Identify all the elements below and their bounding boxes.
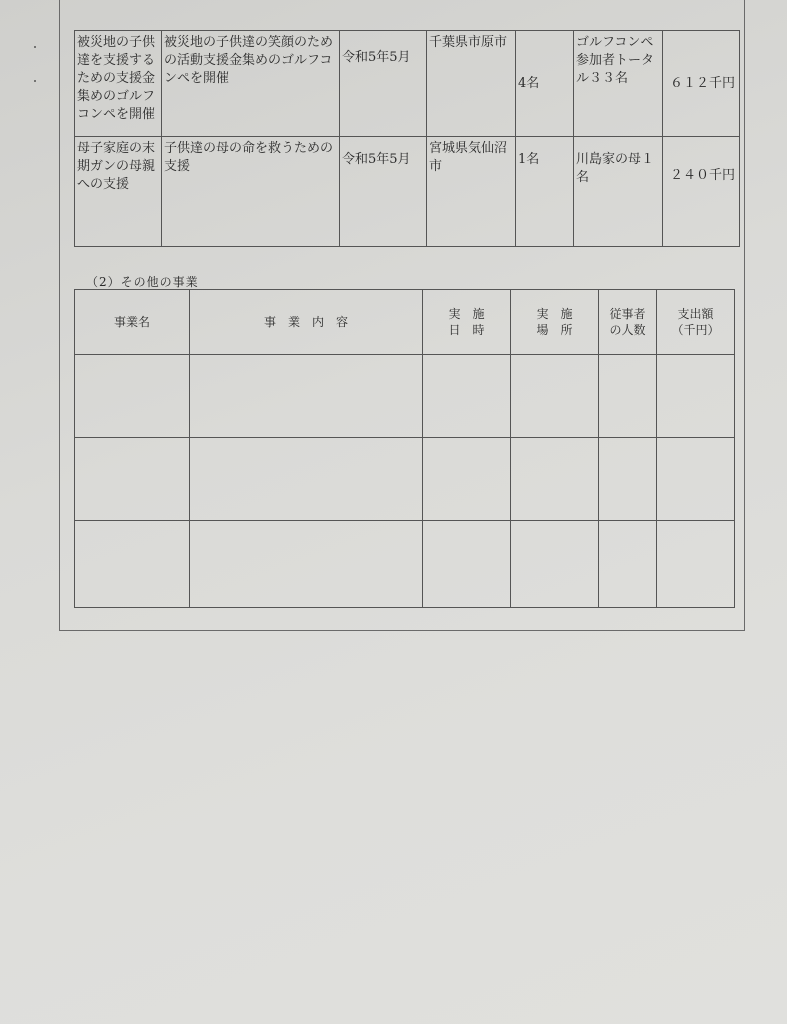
- date-cell: [423, 438, 511, 521]
- header-content: 事 業 内 容: [190, 290, 423, 355]
- other-business-table: [74, 289, 735, 608]
- header-staff-line2: の人数: [609, 323, 646, 337]
- business-beneficiaries-cell: ゴルフコンペ参加者トータル３３名: [574, 31, 663, 137]
- date-cell: [423, 355, 511, 438]
- date-cell: [423, 521, 511, 608]
- place-cell: [511, 521, 599, 608]
- header-staff: [599, 290, 657, 355]
- table-row: [75, 438, 735, 521]
- content-cell: [190, 438, 423, 521]
- business-place-cell: 宮城県気仙沼市: [427, 137, 516, 247]
- business-name-cell: 母子家庭の末期ガンの母親への支援: [75, 137, 162, 247]
- amount-cell: [657, 355, 735, 438]
- margin-mark: [34, 46, 36, 48]
- header-staff-line1: 従事者: [609, 307, 646, 321]
- business-beneficiaries-cell: 川島家の母１名: [574, 137, 663, 247]
- table-row: [75, 355, 735, 438]
- name-cell: [75, 521, 190, 608]
- header-row: [75, 290, 735, 355]
- table-row: [75, 31, 740, 137]
- header-amount-line1: 支出額: [677, 307, 714, 321]
- content-cell: [190, 521, 423, 608]
- table-row: [75, 137, 740, 247]
- staff-cell: [599, 438, 657, 521]
- name-cell: [75, 355, 190, 438]
- header-place-line1: 実 施: [536, 307, 573, 321]
- header-date: [423, 290, 511, 355]
- business-table: [74, 30, 740, 247]
- header-name: 事業名: [75, 290, 190, 355]
- section-title: （2）その他の事業: [86, 275, 199, 289]
- header-amount-line2: （千円）: [671, 323, 720, 337]
- place-cell: [511, 438, 599, 521]
- staff-cell: [599, 521, 657, 608]
- header-date-line1: 実 施: [448, 307, 485, 321]
- amount-cell: [657, 438, 735, 521]
- staff-cell: [599, 355, 657, 438]
- business-name-cell: 被災地の子供達を支援するための支援金集めのゴルフコンペを開催: [75, 31, 162, 137]
- business-content-cell: 被災地の子供達の笑顔のための活動支援金集めのゴルフコンペを開催: [162, 31, 340, 137]
- business-date-cell: 令和5年5月: [340, 137, 427, 247]
- business-staff-cell: 1名: [516, 137, 574, 247]
- header-amount: [657, 290, 735, 355]
- header-date-line2: 日 時: [448, 323, 485, 337]
- content-cell: [190, 355, 423, 438]
- business-amount-cell: ６１２千円: [663, 31, 740, 137]
- amount-cell: [657, 521, 735, 608]
- table-row: [75, 521, 735, 608]
- business-staff-cell: 4名: [516, 31, 574, 137]
- header-place-line2: 場 所: [536, 323, 573, 337]
- business-date-cell: 令和5年5月: [340, 31, 427, 137]
- business-amount-cell: ２４０千円: [663, 137, 740, 247]
- name-cell: [75, 438, 190, 521]
- place-cell: [511, 355, 599, 438]
- margin-mark: [34, 80, 36, 82]
- header-place: [511, 290, 599, 355]
- business-place-cell: 千葉県市原市: [427, 31, 516, 137]
- business-content-cell: 子供達の母の命を救うための支援: [162, 137, 340, 247]
